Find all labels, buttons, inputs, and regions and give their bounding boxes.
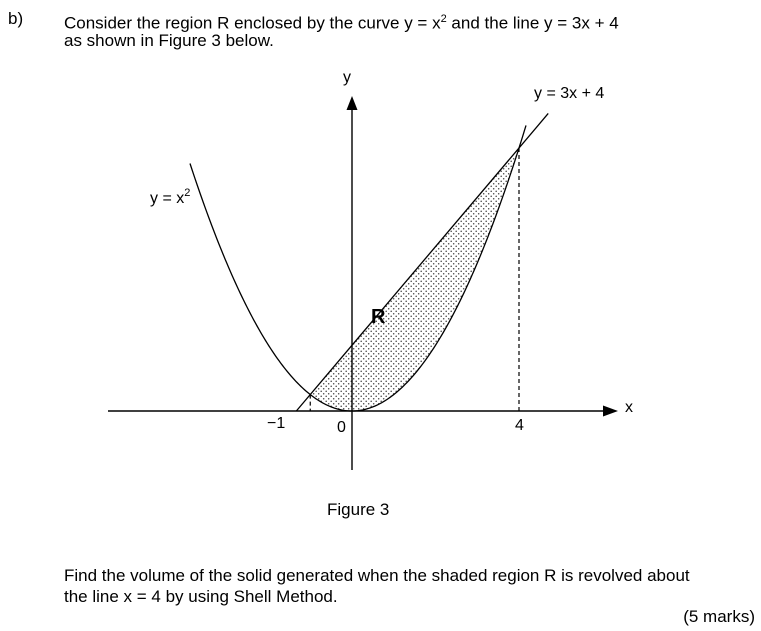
question-intro-line2: as shown in Figure 3 below. xyxy=(64,31,274,50)
shaded-region-r xyxy=(310,148,519,411)
intro-text-b: and the line y = 3x + 4 xyxy=(446,13,619,33)
tick-label-4: 4 xyxy=(515,417,524,434)
y-axis-arrow-icon xyxy=(347,96,358,110)
marks-label: (5 marks) xyxy=(683,607,755,626)
question-task-line1: Find the volume of the solid generated when the shaded region R is revolved about xyxy=(64,566,690,585)
intro-exponent: 2 xyxy=(440,13,447,25)
question-task-line2: the line x = 4 by using Shell Method. xyxy=(64,587,338,606)
part-label: b) xyxy=(8,9,24,28)
figure-caption: Figure 3 xyxy=(327,500,390,519)
y-axis-label: y xyxy=(343,69,351,86)
x-axis-arrow-icon xyxy=(603,406,618,417)
curve-label-base: y = x xyxy=(150,190,185,207)
line-3x-plus-4 xyxy=(296,113,548,411)
region-label: R xyxy=(371,306,386,328)
tick-label-minus-1: −1 xyxy=(267,415,286,432)
tick-label-0: 0 xyxy=(337,419,346,436)
curve-label xyxy=(150,187,190,207)
intro-text-a: Consider the region R enclosed by the curve y = x xyxy=(64,13,441,33)
curve-label-exponent: 2 xyxy=(184,187,191,199)
line-label: y = 3x + 4 xyxy=(534,85,605,102)
x-axis-label: x xyxy=(625,399,633,416)
